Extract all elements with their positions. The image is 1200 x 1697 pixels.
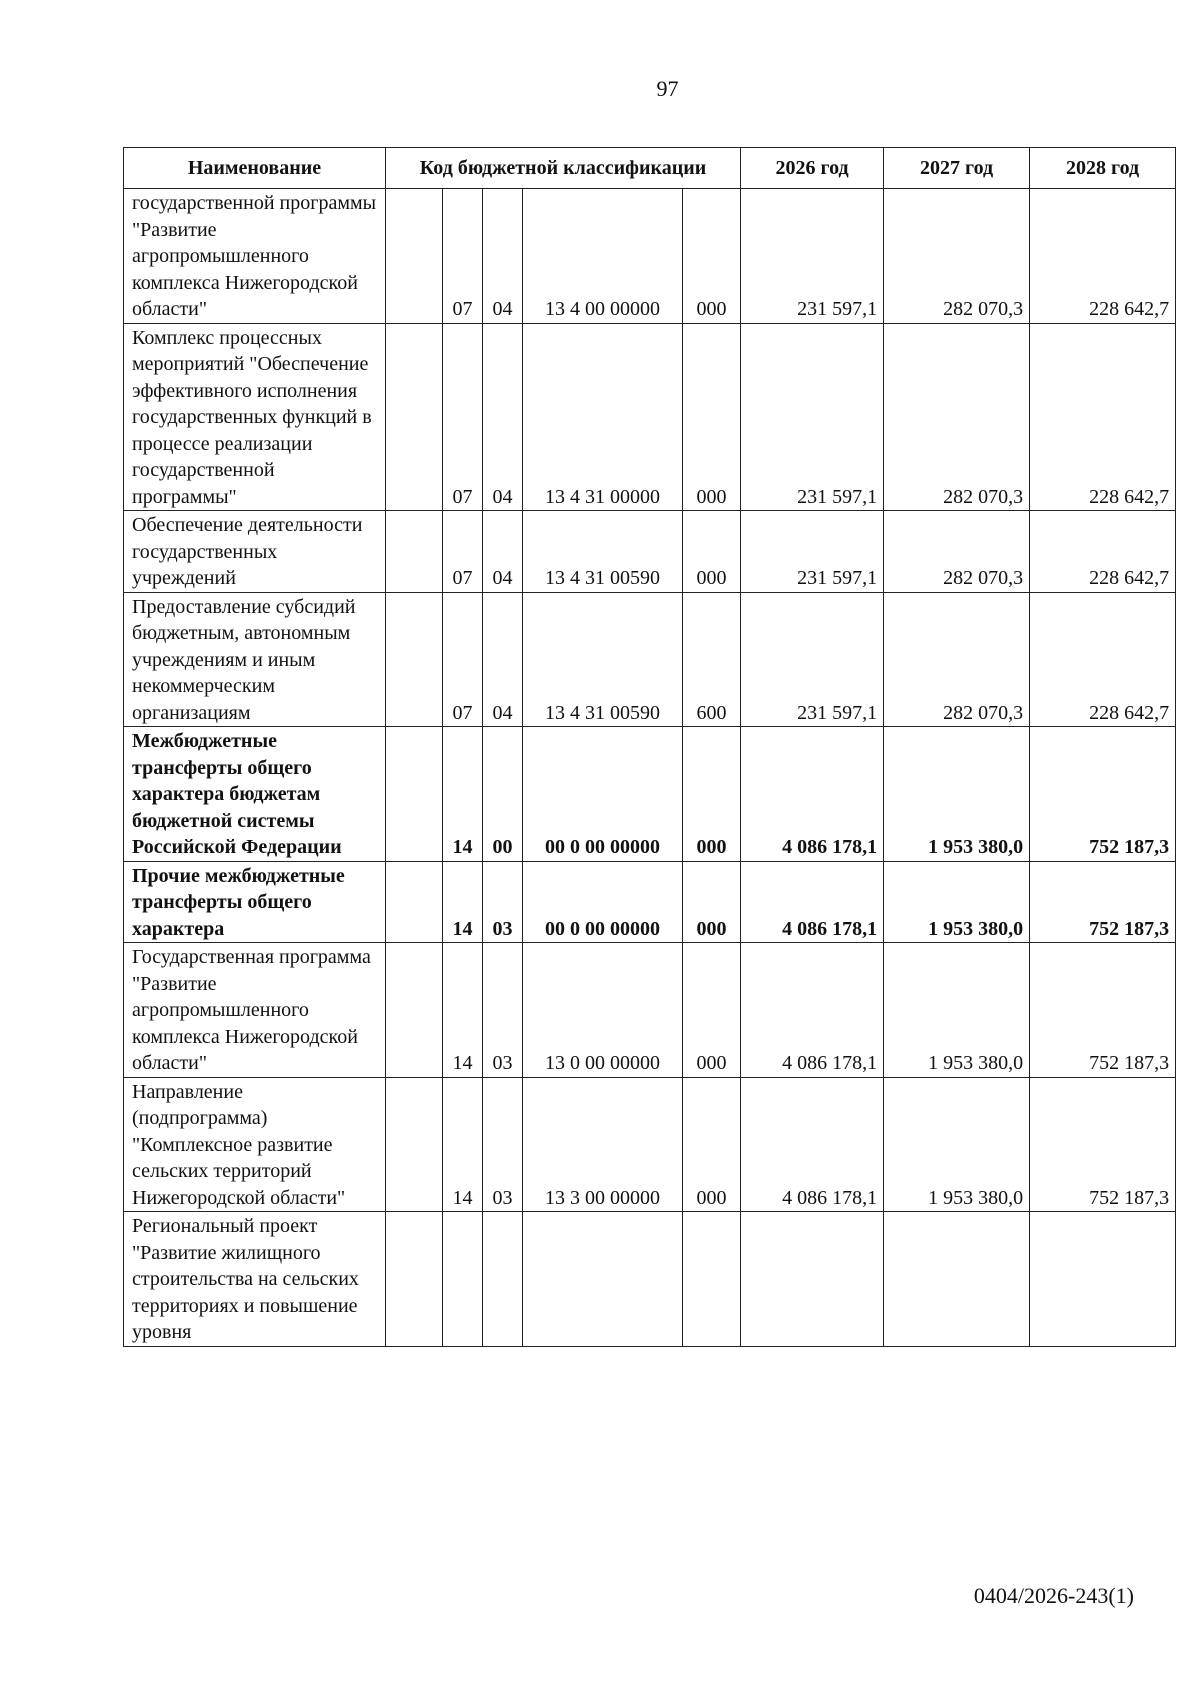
row-empty-code — [386, 1077, 443, 1212]
row-empty-code — [386, 1212, 443, 1347]
row-name: Государственная программа "Развитие агропромышленного комплекса Нижегородской области" — [124, 943, 386, 1078]
row-2028: 752 187,3 — [1030, 943, 1176, 1078]
row-2027: 282 070,3 — [884, 511, 1030, 593]
row-csr: 00 0 00 00000 — [523, 727, 683, 862]
row-2026: 4 086 178,1 — [741, 943, 884, 1078]
row-razdel: 14 — [443, 727, 483, 862]
row-podrazdel — [483, 1212, 523, 1347]
row-vr: 000 — [683, 511, 741, 593]
row-vr — [683, 1212, 741, 1347]
row-vr: 000 — [683, 943, 741, 1078]
row-podrazdel: 00 — [483, 727, 523, 862]
row-empty-code — [386, 511, 443, 593]
table-row — [124, 943, 1176, 1078]
row-2026: 4 086 178,1 — [741, 1077, 884, 1212]
row-csr: 13 0 00 00000 — [523, 943, 683, 1078]
row-vr: 600 — [683, 592, 741, 727]
row-2027: 1 953 380,0 — [884, 1077, 1030, 1212]
row-razdel: 14 — [443, 943, 483, 1078]
header-2026: 2026 год — [741, 148, 884, 189]
row-2027: 282 070,3 — [884, 323, 1030, 511]
row-2028: 228 642,7 — [1030, 323, 1176, 511]
row-2027: 1 953 380,0 — [884, 943, 1030, 1078]
row-csr: 13 4 00 00000 — [523, 189, 683, 324]
document-id: 0404/2026-243(1) — [973, 1583, 1134, 1608]
table-row — [124, 1077, 1176, 1212]
row-podrazdel: 03 — [483, 943, 523, 1078]
row-2027: 282 070,3 — [884, 189, 1030, 324]
row-empty-code — [386, 189, 443, 324]
row-2026: 231 597,1 — [741, 323, 884, 511]
row-2026: 4 086 178,1 — [741, 727, 884, 862]
row-2026: 231 597,1 — [741, 189, 884, 324]
row-podrazdel: 03 — [483, 1077, 523, 1212]
row-2027: 1 953 380,0 — [884, 727, 1030, 862]
row-razdel: 14 — [443, 861, 483, 943]
row-razdel: 07 — [443, 323, 483, 511]
header-name: Наименование — [124, 148, 386, 189]
row-2028: 228 642,7 — [1030, 511, 1176, 593]
row-2028: 752 187,3 — [1030, 1077, 1176, 1212]
row-vr: 000 — [683, 1077, 741, 1212]
row-csr: 13 4 31 00590 — [523, 511, 683, 593]
row-2027 — [884, 1212, 1030, 1347]
row-podrazdel: 04 — [483, 511, 523, 593]
row-vr: 000 — [683, 727, 741, 862]
table-row-total — [124, 861, 1176, 943]
row-2027: 282 070,3 — [884, 592, 1030, 727]
row-name: Направление (подпрограмма) "Комплексное развитие сельских территорий Нижегородской области" — [124, 1077, 386, 1212]
header-2027: 2027 год — [884, 148, 1030, 189]
table-row — [124, 1212, 1176, 1347]
row-name: Комплекс процессных мероприятий "Обеспечение эффективного исполнения государственных функций в процессе реализации государственной программы" — [124, 323, 386, 511]
row-podrazdel: 03 — [483, 861, 523, 943]
row-name: Прочие межбюджетные трансферты общего характера — [124, 861, 386, 943]
row-csr: 13 4 31 00590 — [523, 592, 683, 727]
row-name: Межбюджетные трансферты общего характера бюджетам бюджетной системы Российской Федерации — [124, 727, 386, 862]
row-2026: 4 086 178,1 — [741, 861, 884, 943]
row-csr: 13 3 00 00000 — [523, 1077, 683, 1212]
row-empty-code — [386, 592, 443, 727]
table-row — [124, 189, 1176, 324]
row-2028: 752 187,3 — [1030, 861, 1176, 943]
row-csr: 00 0 00 00000 — [523, 861, 683, 943]
page-number: 97 — [656, 76, 679, 101]
row-name: Предоставление субсидий бюджетным, автономным учреждениям и иным некоммерческим организациям — [124, 592, 386, 727]
row-2026: 231 597,1 — [741, 511, 884, 593]
row-razdel — [443, 1212, 483, 1347]
row-2026: 231 597,1 — [741, 592, 884, 727]
row-empty-code — [386, 861, 443, 943]
header-code: Код бюджетной классификации — [386, 148, 741, 189]
row-podrazdel: 04 — [483, 592, 523, 727]
row-csr: 13 4 31 00000 — [523, 323, 683, 511]
row-2028: 752 187,3 — [1030, 727, 1176, 862]
header-row — [124, 148, 1176, 189]
row-podrazdel: 04 — [483, 323, 523, 511]
row-name: Обеспечение деятельности государственных учреждений — [124, 511, 386, 593]
row-razdel: 07 — [443, 189, 483, 324]
row-vr: 000 — [683, 861, 741, 943]
row-2028: 228 642,7 — [1030, 592, 1176, 727]
row-empty-code — [386, 727, 443, 862]
row-2028: 228 642,7 — [1030, 189, 1176, 324]
row-razdel: 14 — [443, 1077, 483, 1212]
table-row — [124, 323, 1176, 511]
table-row-total — [124, 727, 1176, 862]
row-2027: 1 953 380,0 — [884, 861, 1030, 943]
row-csr — [523, 1212, 683, 1347]
row-vr: 000 — [683, 323, 741, 511]
row-2026 — [741, 1212, 884, 1347]
budget-table — [123, 147, 1176, 1347]
row-razdel: 07 — [443, 592, 483, 727]
row-2028 — [1030, 1212, 1176, 1347]
row-empty-code — [386, 323, 443, 511]
row-podrazdel: 04 — [483, 189, 523, 324]
row-name: государственной программы "Развитие агропромышленного комплекса Нижегородской области" — [124, 189, 386, 324]
table-row — [124, 511, 1176, 593]
row-razdel: 07 — [443, 511, 483, 593]
header-2028: 2028 год — [1030, 148, 1176, 189]
row-vr: 000 — [683, 189, 741, 324]
row-empty-code — [386, 943, 443, 1078]
row-name: Региональный проект "Развитие жилищного строительства на сельских территориях и повышение уровня — [124, 1212, 386, 1347]
table-row — [124, 592, 1176, 727]
